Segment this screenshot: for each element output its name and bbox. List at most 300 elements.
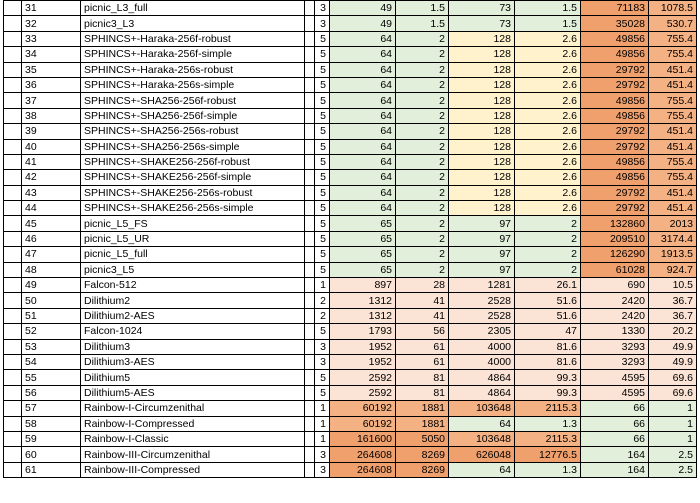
value-cell-2: 2 <box>396 108 449 123</box>
value-cell-5: 2420 <box>581 293 649 308</box>
value-cell-2: 2 <box>396 201 449 216</box>
scheme-name-cell: Dilithium2 <box>81 293 305 308</box>
spacer-cell <box>305 247 315 262</box>
spacer-cell <box>305 293 315 308</box>
value-cell-3: 128 <box>449 185 515 200</box>
value-cell-4: 2.6 <box>515 31 581 46</box>
spacer-cell <box>305 401 315 416</box>
value-cell-5: 29792 <box>581 185 649 200</box>
value-cell-3: 128 <box>449 201 515 216</box>
value-cell-3: 128 <box>449 170 515 185</box>
security-level-cell: 3 <box>315 462 330 477</box>
spacer-cell <box>305 154 315 169</box>
scheme-name-cell: Falcon-512 <box>81 278 305 293</box>
value-cell-3: 4000 <box>449 339 515 354</box>
security-level-cell: 3 <box>315 16 330 31</box>
value-cell-4: 81.6 <box>515 354 581 369</box>
value-cell-5: 35028 <box>581 16 649 31</box>
table-row <box>4 462 697 477</box>
row-number-cell: 54 <box>22 354 81 369</box>
scheme-name-cell: Dilithium3-AES <box>81 354 305 369</box>
scheme-name-cell: SPHINCS+-SHA256-256f-simple <box>81 108 305 123</box>
spacer-cell <box>4 324 22 339</box>
security-level-cell: 1 <box>315 278 330 293</box>
spacer-cell <box>4 77 22 92</box>
spacer-cell <box>305 231 315 246</box>
scheme-name-cell: Rainbow-I-Compressed <box>81 416 305 431</box>
value-cell-5: 132860 <box>581 216 649 231</box>
spacer-cell <box>4 278 22 293</box>
value-cell-4: 2.6 <box>515 154 581 169</box>
value-cell-2: 41 <box>396 308 449 323</box>
value-cell-2: 1881 <box>396 416 449 431</box>
row-number-cell: 43 <box>22 185 81 200</box>
row-number-cell: 48 <box>22 262 81 277</box>
row-number-cell: 42 <box>22 170 81 185</box>
row-number-cell: 39 <box>22 124 81 139</box>
value-cell-4: 99.3 <box>515 370 581 385</box>
value-cell-1: 264608 <box>330 447 396 462</box>
value-cell-6: 1 <box>649 431 697 446</box>
value-cell-5: 209510 <box>581 231 649 246</box>
table-row <box>4 416 697 431</box>
value-cell-5: 2420 <box>581 308 649 323</box>
value-cell-3: 4864 <box>449 370 515 385</box>
table-row <box>4 231 697 246</box>
value-cell-1: 2592 <box>330 385 396 400</box>
row-number-cell: 31 <box>22 1 81 16</box>
value-cell-3: 128 <box>449 139 515 154</box>
value-cell-3: 128 <box>449 62 515 77</box>
value-cell-1: 60192 <box>330 401 396 416</box>
spacer-cell <box>305 139 315 154</box>
value-cell-1: 64 <box>330 62 396 77</box>
row-number-cell: 41 <box>22 154 81 169</box>
value-cell-6: 451.4 <box>649 62 697 77</box>
value-cell-3: 73 <box>449 16 515 31</box>
value-cell-1: 1793 <box>330 324 396 339</box>
value-cell-2: 1.5 <box>396 16 449 31</box>
value-cell-2: 81 <box>396 385 449 400</box>
security-level-cell: 3 <box>315 447 330 462</box>
value-cell-1: 897 <box>330 278 396 293</box>
spacer-cell <box>305 62 315 77</box>
table-row <box>4 278 697 293</box>
row-number-cell: 40 <box>22 139 81 154</box>
value-cell-5: 29792 <box>581 201 649 216</box>
value-cell-4: 51.6 <box>515 293 581 308</box>
scheme-name-cell: Rainbow-III-Circumzenithal <box>81 447 305 462</box>
value-cell-4: 2.6 <box>515 139 581 154</box>
value-cell-3: 103648 <box>449 401 515 416</box>
row-number-cell: 56 <box>22 385 81 400</box>
table-row <box>4 16 697 31</box>
value-cell-2: 2 <box>396 93 449 108</box>
security-level-cell: 5 <box>315 170 330 185</box>
value-cell-6: 69.6 <box>649 385 697 400</box>
value-cell-4: 2.6 <box>515 62 581 77</box>
value-cell-3: 64 <box>449 462 515 477</box>
security-level-cell: 1 <box>315 401 330 416</box>
spacer-cell <box>305 216 315 231</box>
security-level-cell: 5 <box>315 93 330 108</box>
value-cell-6: 36.7 <box>649 293 697 308</box>
value-cell-5: 66 <box>581 416 649 431</box>
value-cell-2: 8269 <box>396 447 449 462</box>
security-level-cell: 2 <box>315 293 330 308</box>
value-cell-6: 49.9 <box>649 354 697 369</box>
value-cell-1: 64 <box>330 31 396 46</box>
table-row <box>4 216 697 231</box>
value-cell-1: 2592 <box>330 370 396 385</box>
scheme-name-cell: Dilithium5-AES <box>81 385 305 400</box>
value-cell-3: 128 <box>449 47 515 62</box>
value-cell-6: 755.4 <box>649 93 697 108</box>
value-cell-1: 65 <box>330 231 396 246</box>
table-row <box>4 62 697 77</box>
value-cell-4: 2.6 <box>515 185 581 200</box>
table-row <box>4 401 697 416</box>
value-cell-1: 65 <box>330 262 396 277</box>
value-cell-5: 61028 <box>581 262 649 277</box>
row-number-cell: 46 <box>22 231 81 246</box>
table-row <box>4 47 697 62</box>
spacer-cell <box>4 247 22 262</box>
spacer-cell <box>4 370 22 385</box>
value-cell-2: 1881 <box>396 401 449 416</box>
spacer-cell <box>4 385 22 400</box>
spacer-cell <box>4 216 22 231</box>
security-level-cell: 5 <box>315 324 330 339</box>
spacer-cell <box>305 370 315 385</box>
scheme-name-cell: Dilithium5 <box>81 370 305 385</box>
row-number-cell: 59 <box>22 431 81 446</box>
spacer-cell <box>305 16 315 31</box>
value-cell-2: 2 <box>396 247 449 262</box>
security-level-cell: 5 <box>315 47 330 62</box>
value-cell-4: 26.1 <box>515 278 581 293</box>
row-number-cell: 36 <box>22 77 81 92</box>
value-cell-1: 49 <box>330 1 396 16</box>
value-cell-2: 56 <box>396 324 449 339</box>
value-cell-4: 2 <box>515 262 581 277</box>
value-cell-4: 2.6 <box>515 77 581 92</box>
value-cell-6: 2.5 <box>649 462 697 477</box>
security-level-cell: 5 <box>315 385 330 400</box>
row-number-cell: 57 <box>22 401 81 416</box>
value-cell-3: 64 <box>449 416 515 431</box>
value-cell-3: 97 <box>449 247 515 262</box>
spacer-cell <box>305 462 315 477</box>
row-number-cell: 51 <box>22 308 81 323</box>
value-cell-1: 64 <box>330 139 396 154</box>
spacer-cell <box>4 201 22 216</box>
value-cell-5: 29792 <box>581 62 649 77</box>
value-cell-5: 49856 <box>581 108 649 123</box>
table-row <box>4 124 697 139</box>
row-number-cell: 60 <box>22 447 81 462</box>
spacer-cell <box>4 447 22 462</box>
scheme-name-cell: picnic_L5_full <box>81 247 305 262</box>
value-cell-3: 2528 <box>449 293 515 308</box>
security-level-cell: 5 <box>315 370 330 385</box>
scheme-name-cell: picnic3_L5 <box>81 262 305 277</box>
table-row <box>4 385 697 400</box>
scheme-name-cell: Rainbow-I-Circumzenithal <box>81 401 305 416</box>
row-number-cell: 49 <box>22 278 81 293</box>
security-level-cell: 5 <box>315 231 330 246</box>
value-cell-3: 4864 <box>449 385 515 400</box>
scheme-name-cell: SPHINCS+-Haraka-256s-simple <box>81 77 305 92</box>
value-cell-4: 2.6 <box>515 170 581 185</box>
value-cell-6: 49.9 <box>649 339 697 354</box>
value-cell-6: 451.4 <box>649 201 697 216</box>
row-number-cell: 58 <box>22 416 81 431</box>
scheme-name-cell: picnic_L5_FS <box>81 216 305 231</box>
value-cell-1: 64 <box>330 124 396 139</box>
row-number-cell: 38 <box>22 108 81 123</box>
value-cell-6: 451.4 <box>649 77 697 92</box>
spacer-cell <box>4 308 22 323</box>
table-row <box>4 201 697 216</box>
row-number-cell: 37 <box>22 93 81 108</box>
value-cell-3: 626048 <box>449 447 515 462</box>
row-number-cell: 45 <box>22 216 81 231</box>
security-level-cell: 5 <box>315 216 330 231</box>
value-cell-4: 1.5 <box>515 16 581 31</box>
value-cell-6: 1 <box>649 416 697 431</box>
value-cell-3: 128 <box>449 154 515 169</box>
scheme-name-cell: SPHINCS+-Haraka-256f-robust <box>81 31 305 46</box>
spacer-cell <box>305 77 315 92</box>
value-cell-6: 3174.4 <box>649 231 697 246</box>
table-row <box>4 447 697 462</box>
spacer-cell <box>4 185 22 200</box>
spacer-cell <box>305 354 315 369</box>
spacer-cell <box>305 447 315 462</box>
value-cell-6: 10.5 <box>649 278 697 293</box>
value-cell-2: 2 <box>396 262 449 277</box>
spacer-cell <box>4 339 22 354</box>
spacer-cell <box>4 293 22 308</box>
value-cell-6: 924.7 <box>649 262 697 277</box>
spacer-cell <box>305 47 315 62</box>
value-cell-6: 1913.5 <box>649 247 697 262</box>
value-cell-1: 64 <box>330 108 396 123</box>
value-cell-2: 61 <box>396 339 449 354</box>
value-cell-3: 2305 <box>449 324 515 339</box>
value-cell-6: 755.4 <box>649 31 697 46</box>
value-cell-2: 2 <box>396 77 449 92</box>
value-cell-1: 49 <box>330 16 396 31</box>
value-cell-5: 29792 <box>581 139 649 154</box>
spacer-cell <box>4 47 22 62</box>
value-cell-4: 2.6 <box>515 124 581 139</box>
spacer-cell <box>305 1 315 16</box>
table-row <box>4 293 697 308</box>
table-row <box>4 108 697 123</box>
spacer-cell <box>305 31 315 46</box>
spacer-cell <box>305 201 315 216</box>
value-cell-4: 1.3 <box>515 416 581 431</box>
table-row <box>4 185 697 200</box>
scheme-name-cell: SPHINCS+-SHAKE256-256f-simple <box>81 170 305 185</box>
row-number-cell: 32 <box>22 16 81 31</box>
security-level-cell: 5 <box>315 31 330 46</box>
scheme-name-cell: picnic_L3_full <box>81 1 305 16</box>
value-cell-3: 128 <box>449 124 515 139</box>
security-level-cell: 5 <box>315 201 330 216</box>
scheme-name-cell: SPHINCS+-Haraka-256f-simple <box>81 47 305 62</box>
table-row <box>4 339 697 354</box>
value-cell-6: 755.4 <box>649 170 697 185</box>
value-cell-1: 1952 <box>330 339 396 354</box>
value-cell-1: 1312 <box>330 293 396 308</box>
value-cell-5: 126290 <box>581 247 649 262</box>
spacer-cell <box>305 185 315 200</box>
scheme-name-cell: Dilithium3 <box>81 339 305 354</box>
value-cell-1: 64 <box>330 154 396 169</box>
spacer-cell <box>305 431 315 446</box>
value-cell-4: 2.6 <box>515 47 581 62</box>
value-cell-2: 2 <box>396 47 449 62</box>
security-level-cell: 1 <box>315 431 330 446</box>
spacer-cell <box>4 16 22 31</box>
value-cell-4: 2.6 <box>515 93 581 108</box>
value-cell-2: 81 <box>396 370 449 385</box>
value-cell-2: 2 <box>396 231 449 246</box>
value-cell-6: 2.5 <box>649 447 697 462</box>
value-cell-1: 1312 <box>330 308 396 323</box>
value-cell-4: 2 <box>515 216 581 231</box>
value-cell-2: 1.5 <box>396 1 449 16</box>
table-row <box>4 262 697 277</box>
value-cell-6: 755.4 <box>649 154 697 169</box>
value-cell-3: 128 <box>449 93 515 108</box>
spacer-cell <box>305 108 315 123</box>
security-level-cell: 1 <box>315 416 330 431</box>
value-cell-5: 66 <box>581 401 649 416</box>
spacer-cell <box>305 416 315 431</box>
spacer-cell <box>4 262 22 277</box>
row-number-cell: 61 <box>22 462 81 477</box>
value-cell-3: 128 <box>449 31 515 46</box>
value-cell-3: 97 <box>449 262 515 277</box>
value-cell-1: 64 <box>330 77 396 92</box>
spacer-cell <box>4 31 22 46</box>
value-cell-5: 49856 <box>581 31 649 46</box>
security-level-cell: 5 <box>315 108 330 123</box>
value-cell-5: 3293 <box>581 339 649 354</box>
table-row <box>4 324 697 339</box>
value-cell-1: 64 <box>330 185 396 200</box>
value-cell-6: 69.6 <box>649 370 697 385</box>
value-cell-4: 2115.3 <box>515 401 581 416</box>
spacer-cell <box>4 401 22 416</box>
value-cell-1: 64 <box>330 47 396 62</box>
spacer-cell <box>305 324 315 339</box>
security-level-cell: 2 <box>315 308 330 323</box>
value-cell-5: 164 <box>581 447 649 462</box>
value-cell-4: 2.6 <box>515 201 581 216</box>
value-cell-2: 2 <box>396 31 449 46</box>
value-cell-1: 1952 <box>330 354 396 369</box>
value-cell-6: 451.4 <box>649 124 697 139</box>
value-cell-2: 61 <box>396 354 449 369</box>
scheme-name-cell: SPHINCS+-SHA256-256f-robust <box>81 93 305 108</box>
scheme-name-cell: Rainbow-III-Compressed <box>81 462 305 477</box>
value-cell-6: 451.4 <box>649 185 697 200</box>
value-cell-6: 36.7 <box>649 308 697 323</box>
value-cell-5: 49856 <box>581 93 649 108</box>
value-cell-6: 20.2 <box>649 324 697 339</box>
value-cell-2: 2 <box>396 216 449 231</box>
value-cell-5: 3293 <box>581 354 649 369</box>
value-cell-2: 2 <box>396 62 449 77</box>
security-level-cell: 5 <box>315 124 330 139</box>
value-cell-1: 161600 <box>330 431 396 446</box>
row-number-cell: 50 <box>22 293 81 308</box>
value-cell-3: 128 <box>449 108 515 123</box>
value-cell-4: 2 <box>515 231 581 246</box>
table-row <box>4 370 697 385</box>
value-cell-5: 4595 <box>581 370 649 385</box>
value-cell-6: 1 <box>649 401 697 416</box>
value-cell-3: 103648 <box>449 431 515 446</box>
value-cell-3: 2528 <box>449 308 515 323</box>
value-cell-2: 41 <box>396 293 449 308</box>
value-cell-2: 2 <box>396 124 449 139</box>
security-level-cell: 5 <box>315 262 330 277</box>
row-number-cell: 44 <box>22 201 81 216</box>
value-cell-4: 51.6 <box>515 308 581 323</box>
value-cell-6: 2013 <box>649 216 697 231</box>
value-cell-4: 47 <box>515 324 581 339</box>
value-cell-4: 99.3 <box>515 385 581 400</box>
spacer-cell <box>305 170 315 185</box>
spacer-cell <box>4 1 22 16</box>
table-row <box>4 139 697 154</box>
table-row <box>4 431 697 446</box>
value-cell-5: 71183 <box>581 1 649 16</box>
security-level-cell: 5 <box>315 139 330 154</box>
value-cell-2: 2 <box>396 154 449 169</box>
value-cell-3: 4000 <box>449 354 515 369</box>
scheme-name-cell: picnic3_L3 <box>81 16 305 31</box>
value-cell-1: 264608 <box>330 462 396 477</box>
value-cell-4: 2 <box>515 247 581 262</box>
spacer-cell <box>305 339 315 354</box>
table-row <box>4 31 697 46</box>
data-table <box>3 0 697 478</box>
security-level-cell: 5 <box>315 185 330 200</box>
value-cell-6: 1078.5 <box>649 1 697 16</box>
scheme-name-cell: SPHINCS+-SHAKE256-256s-simple <box>81 201 305 216</box>
value-cell-2: 2 <box>396 139 449 154</box>
value-cell-6: 755.4 <box>649 108 697 123</box>
table-row <box>4 170 697 185</box>
row-number-cell: 53 <box>22 339 81 354</box>
scheme-name-cell: SPHINCS+-SHAKE256-256f-robust <box>81 154 305 169</box>
security-level-cell: 3 <box>315 1 330 16</box>
spacer-cell <box>4 124 22 139</box>
spacer-cell <box>305 385 315 400</box>
scheme-name-cell: SPHINCS+-Haraka-256s-robust <box>81 62 305 77</box>
table-body <box>4 1 697 478</box>
spacer-cell <box>305 124 315 139</box>
table-row <box>4 93 697 108</box>
value-cell-2: 28 <box>396 278 449 293</box>
